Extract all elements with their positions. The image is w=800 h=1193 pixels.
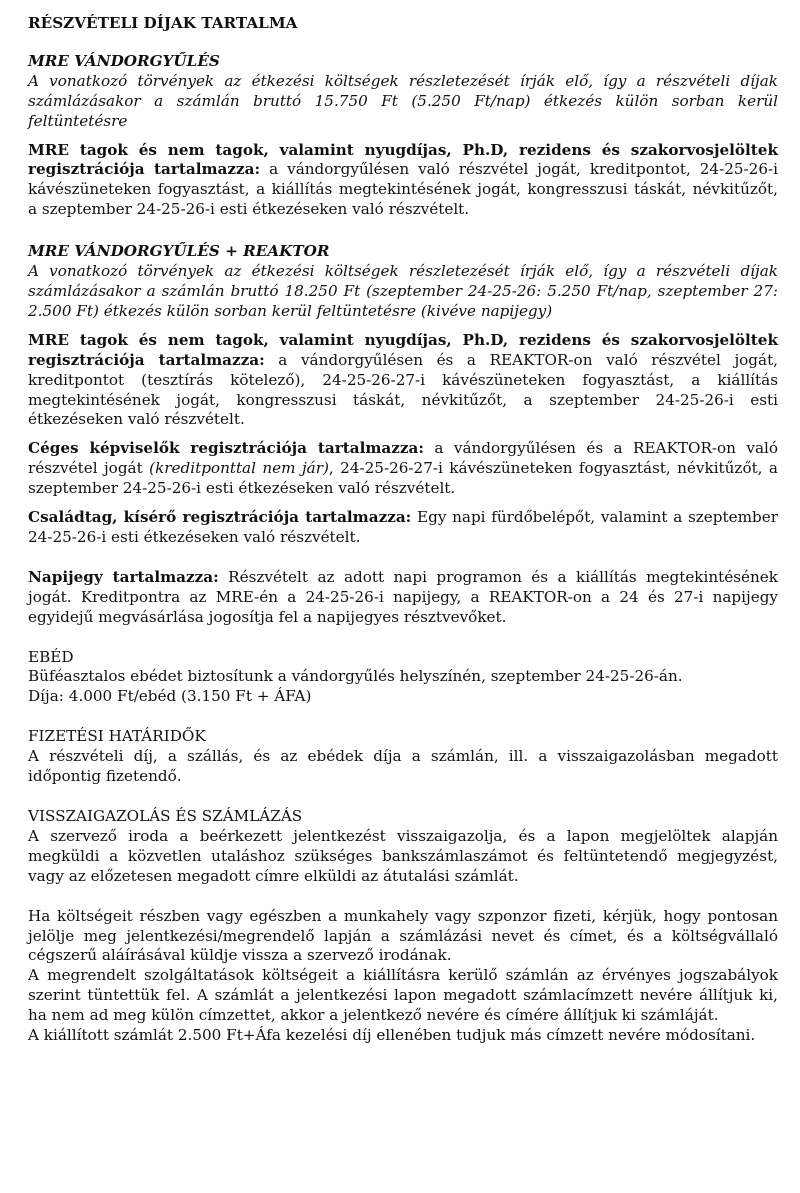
- company-credit-note: (kreditponttal nem jár): [149, 459, 329, 478]
- members-registration-text: a vándorgyűlésen és a REAKTOR-on való részvétel jogát, kreditpontot (tesztírás kötelező), 24-25-26-27-i kávészüneteken fogyasztást, a kiállítás megtekintésének jogát, kongresszusi táskát, névkitűzőt, a szeptember 24-25-26-i esti étkezéseken való részvételt.: [28, 350, 778, 429]
- daily-ticket-label: Napijegy tartalmazza:: [28, 567, 219, 586]
- lunch-fee: Díja: 4.000 Ft/ebéd (3.150 Ft + ÁFA): [28, 687, 312, 706]
- family-registration-paragraph: [28, 508, 778, 548]
- deadline-text: A részvételi díj, a szállás, és az ebédek díja a számlán, ill. a visszaigazolásban megadott időpontig fizetendő.: [28, 747, 778, 786]
- daily-ticket-paragraph: [28, 568, 778, 628]
- section-payment-deadlines: [28, 727, 778, 787]
- section-heading-billing: VISSZAIGAZOLÁS ÉS SZÁMLÁZÁS: [28, 807, 303, 825]
- billing-paragraph-4: A kiállított számlát 2.500 Ft+Áfa kezelési díj ellenében tudjuk más címzett nevére módosítani.: [28, 1026, 756, 1045]
- section-heading-deadlines: FIZETÉSI HATÁRIDŐK: [28, 727, 206, 746]
- section-lunch: [28, 648, 778, 708]
- members-registration-text: a vándorgyűlésen való részvétel jogát, kreditpontot, 24-25-26-i kávészüneteken fogyasztást, a kiállítás megtekintésének jogát, kongresszusi táskát, névkitűzőt, a szeptember 24-25-26-i esti étkezéseken való részvételt.: [28, 160, 779, 219]
- company-registration-paragraph: [28, 439, 778, 499]
- company-registration-text-end: , 24-25-26-27-i kávészüneteken fogyasztást, névkitűzőt, a szeptember 24-25-26-i esti étkezéseken való részvételt.: [28, 459, 778, 498]
- family-registration-text: Egy napi fürdőbelépőt, valamint a szeptember 24-25-26-i esti étkezéseken való részvételt.: [28, 508, 778, 546]
- members-registration-label: MRE tagok és nem tagok, valamint nyugdíjas, Ph.D, rezidens és szakorvosjelöltek regisztrációja tartalmazza:: [28, 330, 778, 369]
- page-title: RÉSZVÉTELI DÍJAK TARTALMA: [28, 14, 298, 32]
- company-registration-text: a vándorgyűlésen és a REAKTOR-on való részvétel jogát: [28, 439, 779, 478]
- section-heading-mre: MRE VÁNDORGYŰLÉS: [28, 51, 220, 70]
- billing-paragraph-3: A megrendelt szolgáltatások költségeit a kiállításra kerülő számlán az érvényes jogszabályok szerint tüntettük fel. A számlát a jelentkezési lapon megadott számlacímzett nevére állítjuk ki, ha nem ad meg külön címzettet, akkor a jelentkező nevére és címére állítjuk ki számláját.: [28, 966, 778, 1025]
- meal-cost-note: A vonatkozó törvények az étkezési költségek részletezését írják elő, így a részvételi díjak számlázásakor a számlán bruttó 15.750 Ft (5.250 Ft/nap) étkezés külön sorban kerül feltüntetésre: [28, 71, 778, 130]
- members-registration-paragraph: [28, 141, 778, 221]
- family-registration-label: Családtag, kísérő regisztrációja tartalmazza:: [28, 508, 412, 527]
- section-mre-reaktor: [28, 242, 778, 548]
- billing-paragraph-1: A szervező iroda a beérkezett jelentkezést visszaigazolja, és a lapon megjelöltek alapján megküldi a közvetlen utaláshoz szükséges bankszámlaszámot és feltüntetendő megjegyzést, vagy az előzetesen megadott címre elküldi az átutalási számlát.: [28, 826, 778, 885]
- section-heading-lunch: EBÉD: [28, 647, 74, 666]
- lunch-text: Büféasztalos ebédet biztosítunk a vándorgyűlés helyszínén, szeptember 24-25-26-án.: [28, 667, 683, 686]
- members-registration-label: MRE tagok és nem tagok, valamint nyugdíjas, Ph.D, rezidens és szakorvosjelöltek regisztrációja tartalmazza:: [28, 140, 778, 179]
- members-registration-paragraph: [28, 331, 778, 431]
- meal-cost-note: A vonatkozó törvények az étkezési költségek részletezését írják elő, így a részvételi díjak számlázásakor a számlán bruttó 18.250 Ft (szeptember 24-25-26: 5.250 Ft/nap, szeptember 27: 2.500 Ft) étkezés külön sorban kerül feltüntetésre (kivéve napijegy): [28, 262, 778, 320]
- daily-ticket-text: Részvételt az adott napi programon és a kiállítás megtekintésének jogát. Kreditpontra az MRE-én a 24-25-26-i napijegy, a REAKTOR-on a 24 és 27-i napijegy egyidejű megvásárlása jogosítja fel a napijegyes résztvevőket.: [28, 567, 778, 626]
- billing-paragraph-2: Ha költségeit részben vagy egészben a munkahely vagy szponzor fizeti, kérjük, hogy pontosan jelölje meg jelentkezési/megrendelő lapján a számlázási nevet és címet, és a költségvállaló cégszerű aláírásával küldje vissza a szervező irodának.: [28, 906, 778, 965]
- section-confirmation-billing: [28, 807, 778, 1046]
- section-mre-vandorgyules: [28, 52, 778, 220]
- company-registration-label: Céges képviselők regisztrációja tartalmazza:: [28, 439, 424, 458]
- section-heading-mre-reaktor: MRE VÁNDORGYŰLÉS + REAKTOR: [28, 242, 330, 261]
